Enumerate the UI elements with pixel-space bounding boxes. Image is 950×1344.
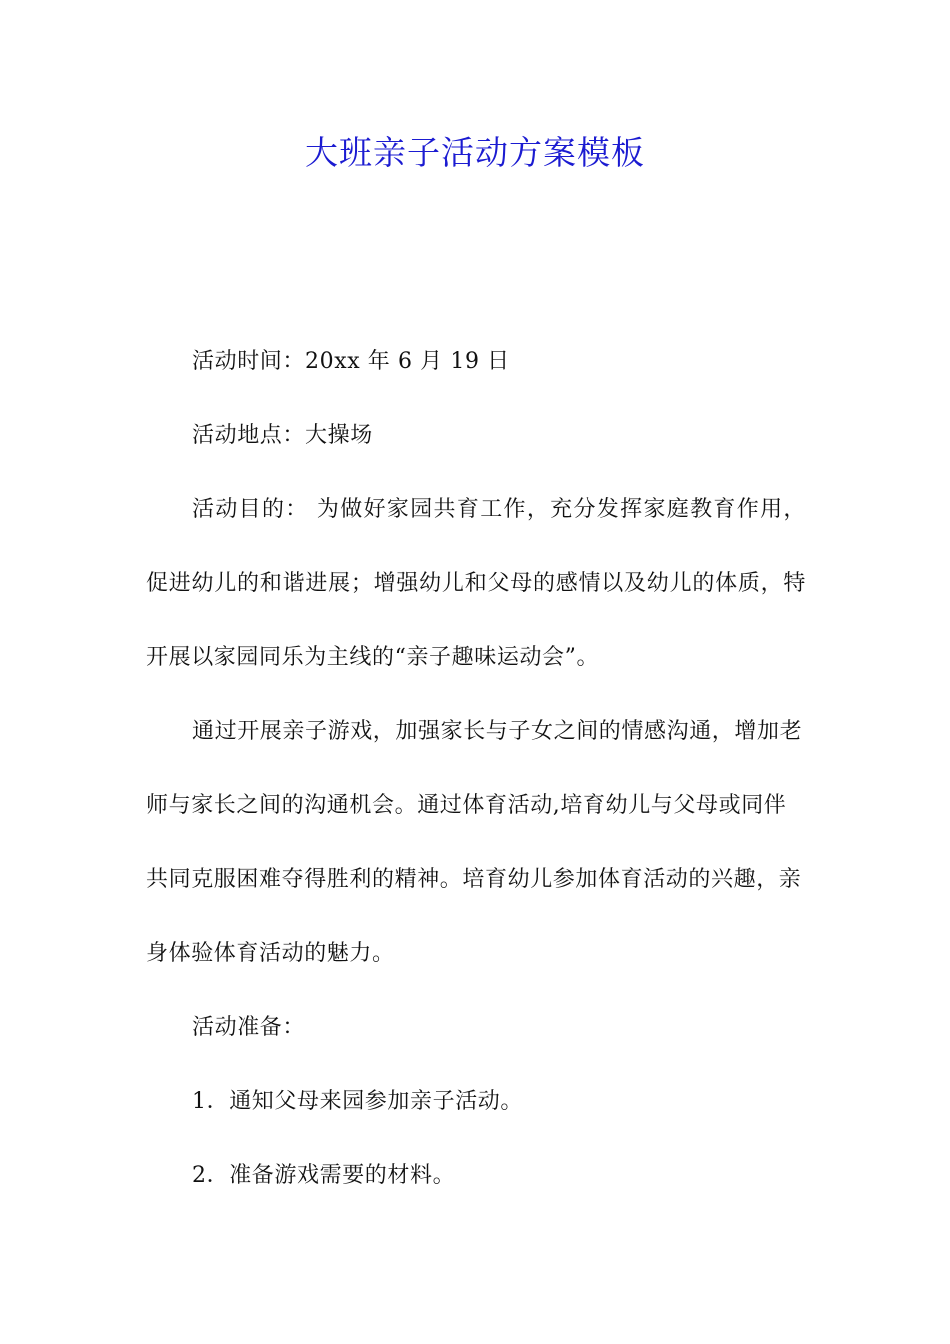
activity-time-paragraph: 活动时间：20xx 年 6 月 19 日 bbox=[192, 349, 510, 374]
preparation-item-1: 1．通知父母来园参加亲子活动。 bbox=[192, 1089, 523, 1114]
preparation-item-2: 2．准备游戏需要的材料。 bbox=[192, 1163, 456, 1188]
activity-location-paragraph: 活动地点：大操场 bbox=[192, 423, 373, 448]
activity-description-paragraph: 通过开展亲子游戏，加强家长与子女之间的情感沟通，增加老师与家长之间的沟通机会。通过体育活动,培育幼儿与父母或同伴共同克服困难夺得胜利的精神。培育幼儿参加体育活动的兴趣，亲身体验体育活动的魅力。 bbox=[146, 719, 803, 966]
activity-preparation-heading: 活动准备： bbox=[192, 1015, 306, 1040]
activity-purpose-paragraph: 活动目的： 为做好家园共育工作，充分发挥家庭教育作用，促进幼儿的和谐进展；增强幼儿和父母的感情以及幼儿的体质，特开展以家园同乐为主线的“亲子趣味运动会”。 bbox=[146, 497, 806, 670]
document-body bbox=[146, 325, 806, 1213]
document-title: 大班亲子活动方案模板 bbox=[305, 133, 645, 172]
